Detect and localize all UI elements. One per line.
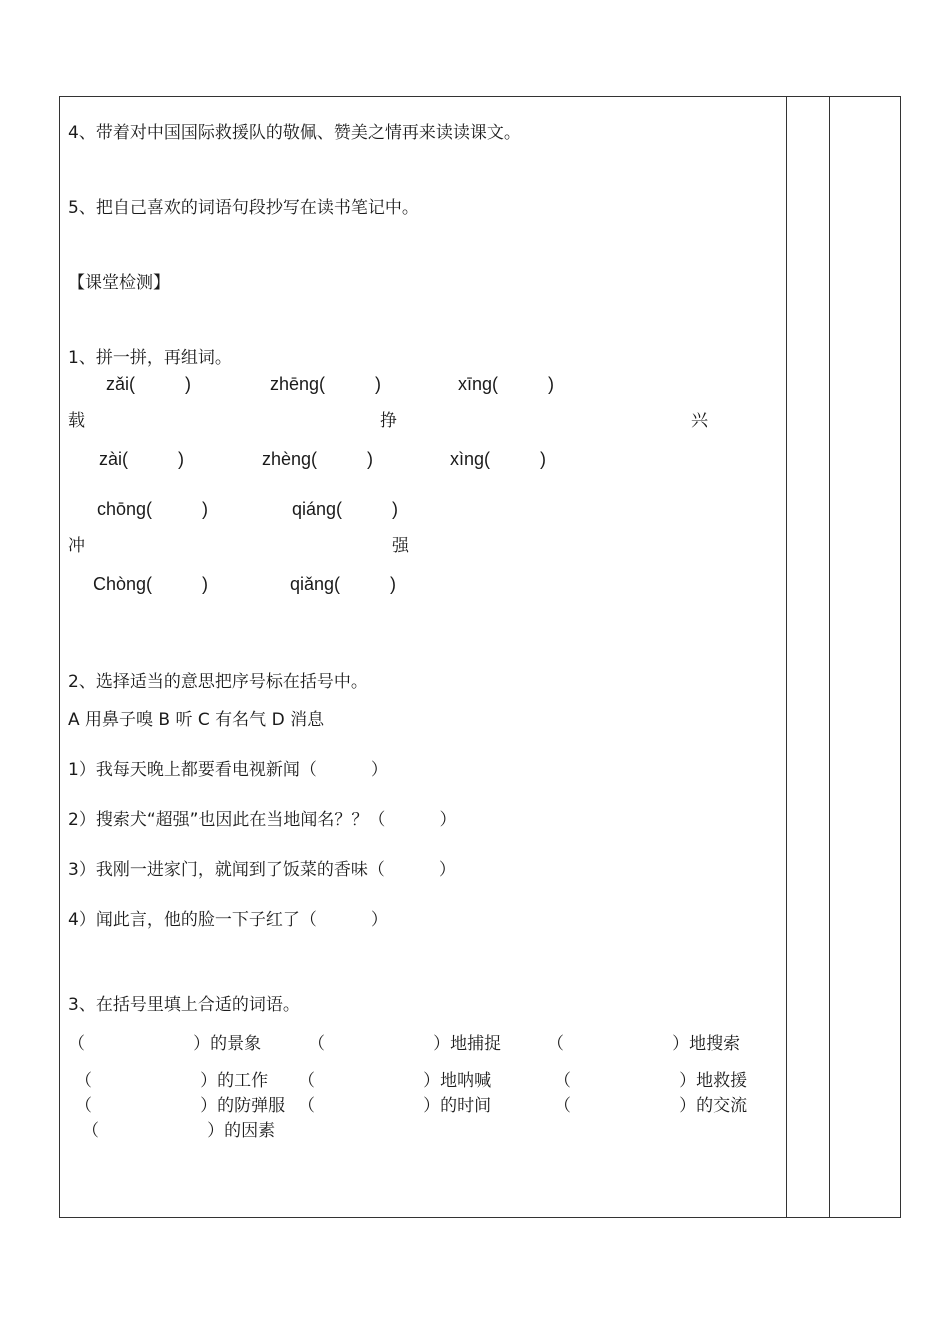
pinyin-blank[interactable]: zhèng( ) [262, 449, 374, 469]
pinyin-blank[interactable]: zhēng( ) [270, 374, 382, 394]
q1-title: 1、拼一拼，再组词。 [68, 348, 232, 368]
column-divider-1 [786, 97, 787, 1217]
pinyin-blank[interactable]: zǎi( ) [106, 374, 192, 394]
fill-blank[interactable]: （ ）的景象 [68, 1034, 262, 1054]
pinyin-blank[interactable]: qiáng( ) [292, 499, 399, 519]
q2-item[interactable]: 3）我刚一进家门，就闻到了饭菜的香味（ ） [68, 860, 456, 880]
q2-title: 2、选择适当的意思把序号标在括号中。 [68, 672, 368, 692]
step-5: 5、把自己喜欢的词语句段抄写在读书笔记中。 [68, 198, 419, 218]
section-title: 【课堂检测】 [68, 273, 170, 293]
fill-blank[interactable]: （ ）地救援 [554, 1071, 748, 1091]
pinyin-blank[interactable]: zài( ) [99, 449, 185, 469]
fill-blank[interactable]: （ ）地捕捉 [308, 1034, 502, 1054]
q2-item[interactable]: 2）搜索犬“超强”也因此在当地闻名？？（ ） [68, 810, 457, 830]
q2-item[interactable]: 4）闻此言，他的脸一下子红了（ ） [68, 910, 388, 930]
polyphone-char: 兴 [691, 411, 708, 431]
step-4: 4、带着对中国国际救援队的敬佩、赞美之情再来读读课文。 [68, 123, 521, 143]
pinyin-blank[interactable]: chōng( ) [97, 499, 209, 519]
polyphone-char: 挣 [380, 411, 397, 431]
fill-blank[interactable]: （ ）的时间 [298, 1096, 492, 1116]
pinyin-blank[interactable]: xìng( ) [450, 449, 547, 469]
fill-blank[interactable]: （ ）地搜索 [547, 1034, 741, 1054]
fill-blank[interactable]: （ ）地呐喊 [298, 1071, 492, 1091]
fill-blank[interactable]: （ ）的交流 [554, 1096, 748, 1116]
fill-blank[interactable]: （ ）的工作 [75, 1071, 269, 1091]
polyphone-char: 强 [392, 536, 409, 556]
q2-options: A 用鼻子嗅 B 听 C 有名气 D 消息 [68, 710, 325, 730]
pinyin-blank[interactable]: xīng( ) [458, 374, 555, 394]
fill-blank[interactable]: （ ）的防弹服 [75, 1096, 286, 1116]
pinyin-blank[interactable]: qiǎng( ) [290, 574, 397, 594]
q2-item[interactable]: 1）我每天晚上都要看电视新闻（ ） [68, 760, 388, 780]
column-divider-2 [829, 97, 830, 1217]
q3-title: 3、在括号里填上合适的词语。 [68, 995, 300, 1015]
polyphone-char: 载 [68, 411, 85, 431]
pinyin-blank[interactable]: Chòng( ) [93, 574, 209, 594]
fill-blank[interactable]: （ ）的因素 [82, 1121, 276, 1141]
polyphone-char: 冲 [68, 536, 85, 556]
